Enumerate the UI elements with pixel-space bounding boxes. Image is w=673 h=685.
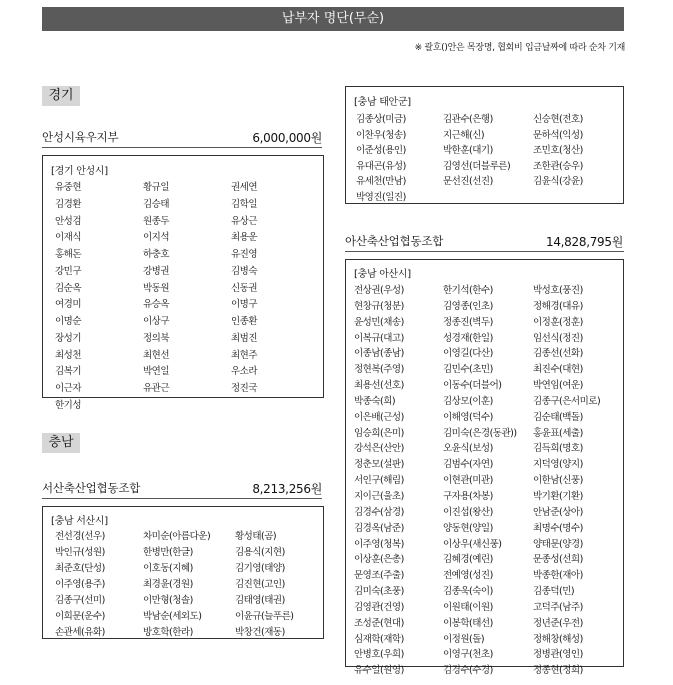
member-name: 이종남(종남) <box>354 348 404 360</box>
org-name-seosan: 서산축산업협동조합 <box>42 481 141 495</box>
member-name: 박연임(여운) <box>533 380 583 392</box>
member-name: 이원태(이원) <box>443 601 493 613</box>
member-name: 장성기 <box>55 332 82 344</box>
member-name: 이지석 <box>143 232 170 244</box>
member-name: 정현복(주영) <box>354 364 404 376</box>
member-name: 지덕영(양지) <box>533 459 583 471</box>
member-name: 이해영(덕수) <box>443 411 493 423</box>
member-name: 최현주 <box>231 349 258 361</box>
member-name: 한병만(한글) <box>143 547 193 558</box>
member-name: 문종성(선희) <box>533 554 583 566</box>
member-name: 김학일 <box>231 198 258 210</box>
member-name: 이호동(지혜) <box>143 563 193 574</box>
member-name: 박성호(풍진) <box>533 285 583 296</box>
member-name: 이은배(근성) <box>354 411 404 423</box>
org-amount-anseong: 6,000,000원 <box>252 131 322 145</box>
member-name: 오윤식(보성) <box>443 443 493 455</box>
member-name: 지근해(신) <box>443 129 485 141</box>
member-name: 김경수(수경) <box>443 665 493 677</box>
member-name: 안성검 <box>55 215 82 227</box>
org-name-anseong: 안성시육우지부 <box>42 130 119 144</box>
member-box-anseong <box>42 155 324 411</box>
member-name: 심재학(재학) <box>354 633 404 645</box>
member-name: 현창규(청분) <box>354 300 404 312</box>
member-name: 김종상(미금) <box>356 114 406 125</box>
member-name: 조성준(현대) <box>354 617 404 629</box>
member-name: 이상훈(은총) <box>354 554 404 566</box>
member-name: 정의북 <box>143 332 170 344</box>
member-name: 이영길(다산) <box>443 348 493 360</box>
member-name: 임승희(은미) <box>354 427 404 439</box>
member-name: 이복규(대고) <box>354 332 404 344</box>
member-name: 김종욱(숙이) <box>443 586 493 598</box>
region-label-gyeonggi: 경기 <box>42 86 80 106</box>
member-name: 유세천(만남) <box>356 176 406 188</box>
member-name: 최진수(대현) <box>533 364 583 376</box>
org-divider <box>345 251 624 252</box>
member-name: 정해창(해성) <box>533 633 583 645</box>
member-name: 김복기 <box>55 366 82 378</box>
org-divider <box>42 498 322 499</box>
member-name: 신동권 <box>231 282 258 294</box>
member-name: 최명수(명수) <box>533 522 583 534</box>
member-name: 김승태 <box>143 198 170 210</box>
member-name: 김민수(초민) <box>443 364 493 376</box>
member-name: 조한관(승우) <box>533 160 583 172</box>
member-name: 이상우(새신풍) <box>443 538 502 550</box>
member-name: 최경윤(경원) <box>143 579 193 590</box>
member-name: 이희문(운수) <box>55 611 105 622</box>
member-name: 전선경(선우) <box>55 531 105 542</box>
member-name: 유중현 <box>55 182 82 193</box>
member-name: 김용식(지현) <box>235 547 285 558</box>
group-label: [충남 서산시] <box>51 516 108 527</box>
member-name: 김순옥 <box>55 282 82 294</box>
org-amount-seosan: 8,213,256원 <box>252 482 322 496</box>
member-name: 양태문(양경) <box>533 538 583 550</box>
member-name: 김기영(태양) <box>235 563 285 574</box>
member-name: 김영종(인초) <box>443 300 493 312</box>
member-name: 윤성민(채송) <box>354 316 404 328</box>
member-name: 문선진(선진) <box>443 176 493 188</box>
member-name: 이찬우(청송) <box>356 129 406 141</box>
member-name: 김경옥(남준) <box>354 522 404 534</box>
member-box-seosan <box>42 506 324 639</box>
member-name: 유진영 <box>231 249 258 260</box>
org-divider <box>42 147 322 148</box>
group-label: [충남 태안군] <box>354 97 411 108</box>
member-name: 박기환(기환) <box>533 490 583 502</box>
member-name: 유대곤(유성) <box>356 160 406 172</box>
org-name-asan: 아산축산업협동조합 <box>345 234 444 248</box>
member-name: 강병권 <box>143 265 170 277</box>
member-name: 홍윤표(세출) <box>533 427 583 439</box>
member-name: 김종구(은서미로) <box>533 395 601 407</box>
member-name: 이근자 <box>55 383 82 394</box>
member-name: 안남준(상아) <box>533 506 583 518</box>
ordering-notice: ※ 괄호()안은 목장명, 협회비 입금날짜에 따라 순차 기재 <box>414 43 625 53</box>
member-name: 유수일(원영) <box>354 665 404 677</box>
member-name: 유상근 <box>231 215 258 227</box>
member-name: 조민호(청산) <box>533 145 583 157</box>
member-name: 문하석(익성) <box>533 129 583 141</box>
member-name: 이주영(용주) <box>55 579 105 590</box>
member-name: 최용운 <box>231 232 258 244</box>
member-name: 전예영(성진) <box>443 570 493 582</box>
member-name: 최범진 <box>231 332 258 344</box>
member-name: 황성태(곰) <box>235 531 277 542</box>
member-name: 문영조(주출) <box>354 570 404 582</box>
member-name: 유승옥 <box>143 299 170 311</box>
page-title: 납부자 명단(무순) <box>42 7 624 31</box>
member-name: 이명순 <box>55 316 82 327</box>
member-list-anseong <box>55 179 315 414</box>
member-name: 김병숙 <box>231 265 258 277</box>
member-name: 손관세(유화) <box>55 627 105 638</box>
member-name: 이만형(청솔) <box>143 595 193 606</box>
region-label-chungnam: 충남 <box>42 433 80 453</box>
member-name: 원종두 <box>143 215 170 227</box>
member-name: 양동현(양일) <box>443 522 493 534</box>
member-box-asan <box>345 259 624 677</box>
member-name: 박동원 <box>143 282 170 294</box>
member-name: 이명구 <box>231 299 258 311</box>
member-name: 차미순(아름다운) <box>143 531 211 542</box>
member-name: 안병호(우희) <box>354 649 404 661</box>
member-name: 인종환 <box>231 316 258 327</box>
member-name: 김진현(고인) <box>235 579 285 590</box>
member-name: 이정훈(정훈) <box>533 316 583 328</box>
member-name: 서인구(해림) <box>354 475 404 487</box>
member-name: 정병관(영인) <box>533 649 583 661</box>
member-name: 김득희(명호) <box>533 443 583 455</box>
member-list-asan <box>354 282 622 678</box>
member-name: 이영구(천초) <box>443 649 493 661</box>
member-name: 임선식(정진) <box>533 332 583 344</box>
member-name: 이동수(더블어) <box>443 380 502 392</box>
member-name: 고덕주(남주) <box>533 601 583 613</box>
member-name: 박연일 <box>143 366 170 378</box>
member-name: 최용선(선호) <box>354 380 404 392</box>
member-name: 최준호(단성) <box>55 563 105 574</box>
member-box-taean <box>345 86 624 204</box>
member-name: 이한남(신풍) <box>533 475 583 487</box>
member-name: 이상구 <box>143 316 170 327</box>
member-name: 최현선 <box>143 349 170 361</box>
member-name: 이봉학(태선) <box>443 617 493 629</box>
member-name: 김순태(백돌) <box>533 411 583 423</box>
group-label: [충남 아산시] <box>354 269 411 280</box>
member-name: 김혜경(예린) <box>443 554 493 566</box>
member-name: 김윤식(강윤) <box>533 176 583 188</box>
member-name: 김경환 <box>55 198 82 210</box>
member-name: 김종구(선미) <box>55 595 105 606</box>
member-name: 박영진(일진) <box>356 191 406 203</box>
member-name: 한기석(한수) <box>443 285 493 296</box>
member-name: 이진섭(왕산) <box>443 506 493 518</box>
member-name: 박창건(재동) <box>235 627 285 638</box>
member-name: 박남순(세외도) <box>143 611 202 622</box>
member-name: 김영선(더블루른) <box>443 160 511 172</box>
member-name: 신승현(전호) <box>533 114 583 125</box>
member-name: 김태영(태권) <box>235 595 285 606</box>
member-name: 김관수(은행) <box>443 114 493 125</box>
member-name: 정종현(정희) <box>533 665 583 677</box>
group-label: [경기 안성시] <box>51 166 108 177</box>
member-name: 정종진(벽두) <box>443 316 493 328</box>
member-name: 강석은(산안) <box>354 443 404 455</box>
member-name: 여경미 <box>55 299 82 311</box>
org-amount-asan: 14,828,795원 <box>546 235 623 249</box>
member-name: 권세연 <box>231 182 258 193</box>
member-name: 홍해돈 <box>55 249 82 260</box>
member-name: 전상권(우성) <box>354 285 404 296</box>
member-name: 박종숙(희) <box>354 395 396 407</box>
member-name: 지이근(울초) <box>354 490 404 502</box>
member-name: 최성천 <box>55 349 82 361</box>
member-name: 정진국 <box>231 383 258 394</box>
member-name: 김미숙(초풍) <box>354 586 404 598</box>
member-name: 박한훈(대기) <box>443 145 493 157</box>
member-name: 김경수(삼경) <box>354 506 404 518</box>
member-name: 정해경(대유) <box>533 300 583 312</box>
member-name: 구자용(차봉) <box>443 490 493 502</box>
member-name: 김종덕(민) <box>533 586 575 598</box>
member-name: 한기성 <box>55 399 82 411</box>
member-name: 황규일 <box>143 182 170 193</box>
member-name: 강민구 <box>55 265 82 277</box>
member-name: 김미숙(은경(동관)) <box>443 427 517 439</box>
member-name: 방호학(한라) <box>143 627 193 638</box>
member-name: 김종선(선화) <box>533 348 583 360</box>
member-name: 이주영(청복) <box>354 538 404 550</box>
member-name: 성경재(한일) <box>443 332 493 344</box>
member-name: 이윤규(늘푸른) <box>235 611 294 622</box>
member-name: 정년준(우전) <box>533 617 583 629</box>
member-name: 김영관(건영) <box>354 601 404 613</box>
member-name: 이현관(미관) <box>443 475 493 487</box>
member-name: 박종한(재아) <box>533 570 583 582</box>
member-name: 김범수(자연) <box>443 459 493 471</box>
member-list-seosan <box>55 528 321 640</box>
member-name: 이재식 <box>55 232 82 244</box>
member-name: 이정원(돌) <box>443 633 485 645</box>
member-name: 김상모(이훈) <box>443 395 493 407</box>
member-name: 유관근 <box>143 383 170 394</box>
member-name: 정춘모(설판) <box>354 459 404 471</box>
member-name: 하충호 <box>143 249 170 260</box>
member-list-taean <box>356 111 620 205</box>
member-name: 우소라 <box>231 366 258 378</box>
member-name: 이준성(용인) <box>356 145 406 157</box>
member-name: 박인규(성원) <box>55 547 105 558</box>
